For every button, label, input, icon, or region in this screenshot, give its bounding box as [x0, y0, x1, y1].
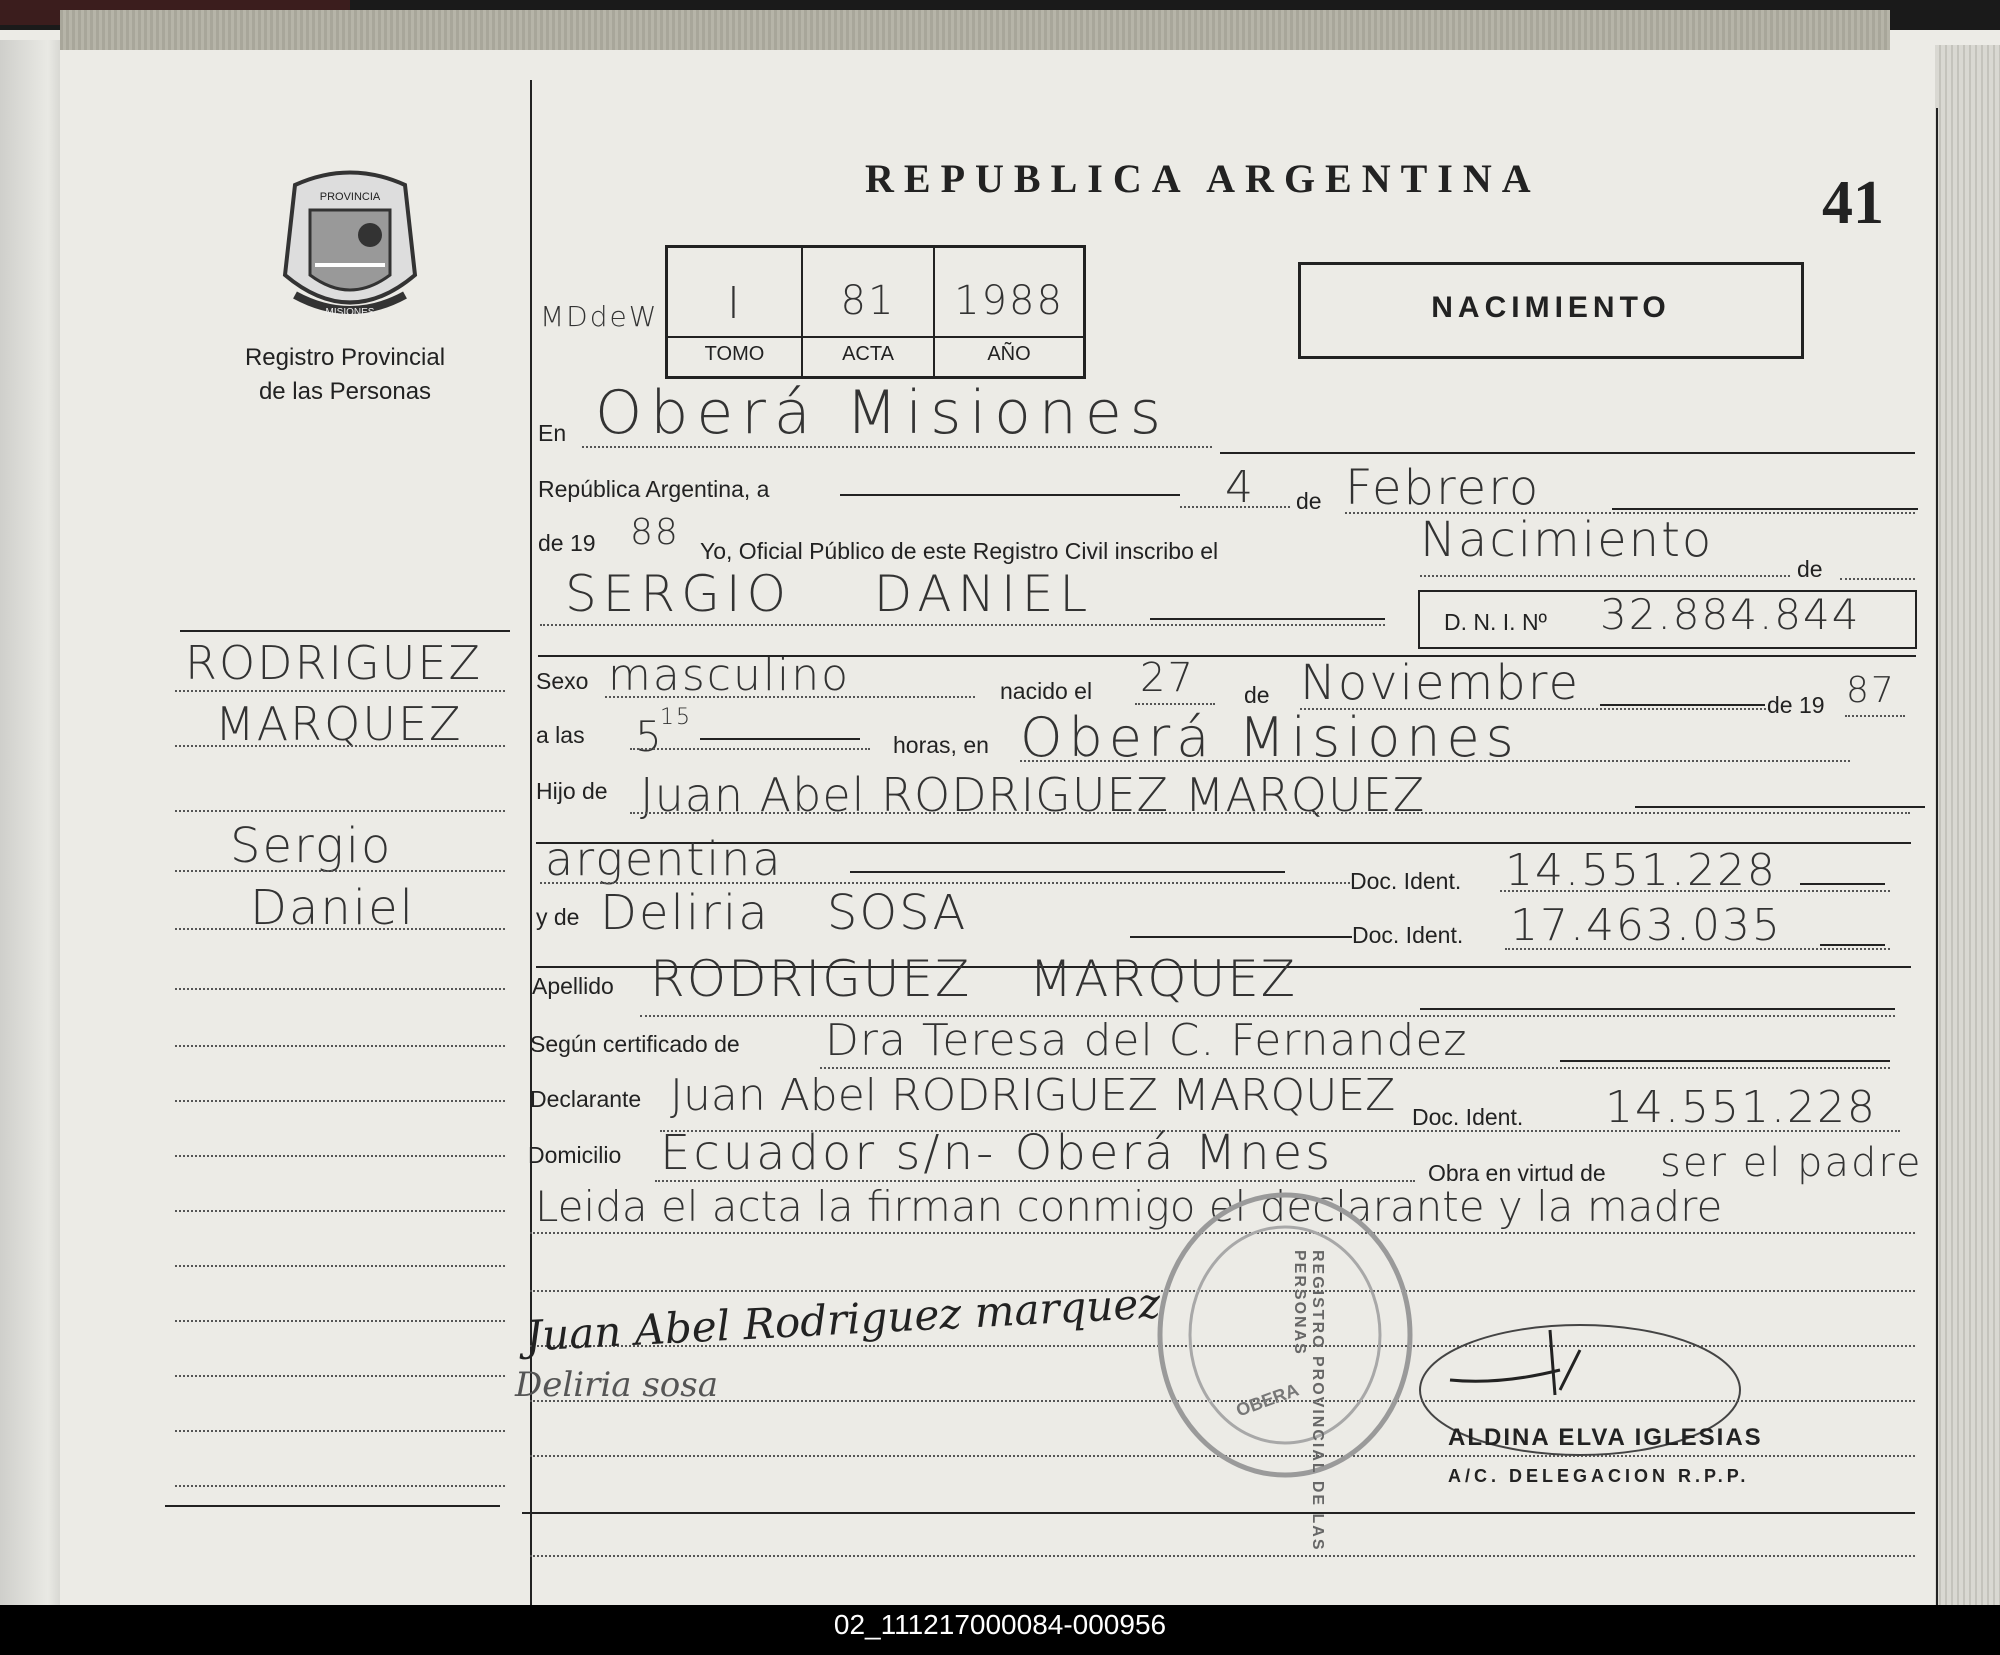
- acta-label: ACTA: [842, 343, 894, 365]
- label-sexo: Sexo: [536, 668, 589, 694]
- margin-line: [175, 928, 505, 930]
- page-number: 41: [1822, 169, 1884, 237]
- margin-line: [175, 1210, 505, 1212]
- label-doc-ident-2: Doc. Ident.: [1352, 922, 1464, 948]
- anio-label: AÑO: [987, 343, 1031, 365]
- line: [840, 494, 1180, 496]
- registry-name-line1: Registro Provincial: [244, 344, 446, 371]
- mother-doc-value: 17.463.035: [1510, 900, 1782, 951]
- surname-value: RODRIGUEZ MARQUEZ: [650, 950, 1298, 1008]
- margin-line: [175, 1265, 505, 1267]
- official-title: A/C. DELEGACION R.P.P.: [1448, 1466, 1750, 1486]
- label-domicilio: Domicilio: [528, 1142, 622, 1168]
- label-en: En: [538, 420, 567, 446]
- line: [1635, 806, 1925, 808]
- reference-divider: [668, 336, 1083, 338]
- label-y-de: y de: [536, 904, 580, 930]
- label-de-2: de: [1797, 556, 1823, 582]
- declarant-value: Juan Abel RODRIGUEZ MARQUEZ: [670, 1070, 1396, 1121]
- hour-value: 5: [635, 712, 664, 761]
- month-value: Febrero: [1345, 460, 1541, 516]
- line: [1600, 704, 1765, 706]
- label-de: de: [1296, 488, 1322, 514]
- closing-statement-value: Leida el acta la firman conmigo el declarante y la madre: [535, 1182, 1723, 1231]
- line: [1505, 948, 1890, 950]
- margin-line: [175, 1320, 505, 1322]
- birth-month-value: Noviembre: [1300, 655, 1580, 711]
- declarant-doc-value: 14.551.228: [1605, 1082, 1877, 1133]
- year-suffix-value: 88: [630, 512, 680, 553]
- stamp-city: OBERA: [1233, 1379, 1302, 1421]
- line: [1420, 575, 1790, 577]
- misiones-seal-icon: [275, 165, 425, 325]
- line: [530, 1555, 1915, 1557]
- line: [850, 871, 1285, 873]
- label-horas: horas, en: [893, 732, 989, 758]
- line: [1840, 578, 1915, 580]
- line: [1820, 944, 1885, 946]
- father-doc-value: 14.551.228: [1505, 845, 1777, 896]
- tomo-value: I: [727, 278, 742, 329]
- label-doc-ident-3: Doc. Ident.: [1412, 1104, 1524, 1130]
- margin-line: [175, 988, 505, 990]
- stamp-text: REGISTRO PROVINCIAL DE LAS PERSONAS: [1291, 1250, 1326, 1552]
- line: [700, 738, 860, 740]
- line: [1800, 883, 1885, 885]
- father-value: Juan Abel RODRIGUEZ MARQUEZ: [640, 768, 1426, 822]
- address-value: Ecuador s/n- Oberá Mnes: [660, 1125, 1334, 1181]
- margin-line: [175, 690, 505, 692]
- official-name: ALDINA ELVA IGLESIAS: [1448, 1424, 1763, 1451]
- line: [605, 696, 975, 698]
- margin-surname-2: MARQUEZ: [215, 697, 463, 751]
- label-obra-en-virtud: Obra en virtud de: [1428, 1160, 1606, 1186]
- birth-year-suffix-value: 87: [1846, 670, 1896, 711]
- line: [1220, 452, 1915, 454]
- margin-rule: [165, 1505, 500, 1507]
- mother-value: Deliria SOSA: [600, 885, 968, 941]
- margin-line: [175, 1485, 505, 1487]
- margin-rule: [180, 630, 510, 632]
- dni-box: [1418, 590, 1917, 649]
- line: [1420, 1008, 1895, 1010]
- margin-surname-1: RODRIGUEZ: [185, 636, 483, 690]
- father-signature: Juan Abel Rodriguez marquez: [524, 1278, 1162, 1361]
- dni-label: D. N. I. Nº: [1444, 609, 1547, 635]
- label-declarante: Declarante: [530, 1086, 642, 1112]
- line: [630, 812, 1910, 814]
- dni-value: 32.884.844: [1600, 590, 1861, 639]
- day-value: 4: [1225, 462, 1255, 513]
- margin-name-1: Sergio: [230, 818, 393, 874]
- line: [1020, 760, 1850, 762]
- label-doc-ident-1: Doc. Ident.: [1350, 868, 1462, 894]
- page-edges: [1935, 45, 2000, 1605]
- label-segun-certificado: Según certificado de: [530, 1031, 740, 1057]
- book-spine: [0, 40, 60, 1605]
- label-de-19: de 19: [538, 530, 596, 556]
- registry-name-line2: de las Personas: [258, 378, 432, 405]
- label-de-3: de: [1244, 682, 1270, 708]
- margin-line: [175, 810, 505, 812]
- birth-place-value: Oberá Misiones: [1020, 706, 1520, 769]
- section-rule: [522, 1512, 1915, 1514]
- sex-value: masculino: [608, 650, 851, 701]
- label-hijo: Hijo de: [536, 778, 608, 804]
- line: [1612, 508, 1918, 510]
- label-yo-oficial: Yo, Oficial Público de este Registro Civil inscribo el: [700, 538, 1219, 564]
- margin-line: [175, 1430, 505, 1432]
- reference-prefix: MDdeW: [540, 300, 659, 333]
- basis-value: ser el padre: [1660, 1140, 1923, 1186]
- line: [1845, 715, 1905, 717]
- birth-day-value: 27: [1140, 655, 1195, 701]
- margin-name-2: Daniel: [250, 880, 415, 936]
- right-border: [1936, 108, 1938, 1605]
- tomo-label: TOMO: [704, 343, 765, 365]
- book-binding: [60, 10, 1890, 50]
- label-nacido: nacido el: [1000, 678, 1093, 704]
- reference-box: [665, 245, 1086, 379]
- image-id-label: 02_111217000084-000956: [833, 1609, 1167, 1640]
- line: [1130, 936, 1352, 938]
- margin-line: [175, 745, 505, 747]
- label-de-19b: de 19: [1767, 692, 1825, 718]
- mother-signature: Deliria sosa: [515, 1365, 718, 1405]
- line: [820, 1067, 1890, 1069]
- child-name-value: SERGIO DANIEL: [565, 565, 1094, 623]
- place-value: Oberá Misiones: [595, 378, 1170, 448]
- line: [540, 882, 1350, 884]
- label-apellido: Apellido: [532, 973, 614, 999]
- record-type-label: NACIMIENTO: [1431, 291, 1671, 324]
- certificate-value: Dra Teresa del C. Fernandez: [825, 1015, 1468, 1066]
- record-type-box: [1298, 262, 1804, 359]
- line: [630, 748, 870, 750]
- line: [1150, 618, 1385, 620]
- anio-value: 1988: [954, 278, 1064, 324]
- svg-text:MISIONES: MISIONES: [325, 307, 375, 318]
- father-nationality-value: argentina: [545, 832, 783, 886]
- line: [540, 624, 1385, 626]
- act-value: Nacimiento: [1420, 512, 1714, 568]
- line: [1560, 1060, 1890, 1062]
- line: [1135, 703, 1215, 705]
- line: [1500, 890, 1890, 892]
- acta-value: 81: [840, 278, 896, 324]
- svg-text:PROVINCIA: PROVINCIA: [319, 191, 381, 203]
- margin-line: [175, 1100, 505, 1102]
- country-title: REPUBLICA ARGENTINA: [865, 156, 1541, 201]
- label-a-las: a las: [536, 722, 585, 748]
- margin-line: [175, 870, 505, 872]
- hour-minutes-value: 15: [660, 705, 692, 730]
- margin-line: [175, 1045, 505, 1047]
- margin-line: [175, 1375, 505, 1377]
- label-republica: República Argentina, a: [538, 476, 770, 502]
- registry-stamp-icon: [1150, 1185, 1420, 1485]
- margin-line: [175, 1155, 505, 1157]
